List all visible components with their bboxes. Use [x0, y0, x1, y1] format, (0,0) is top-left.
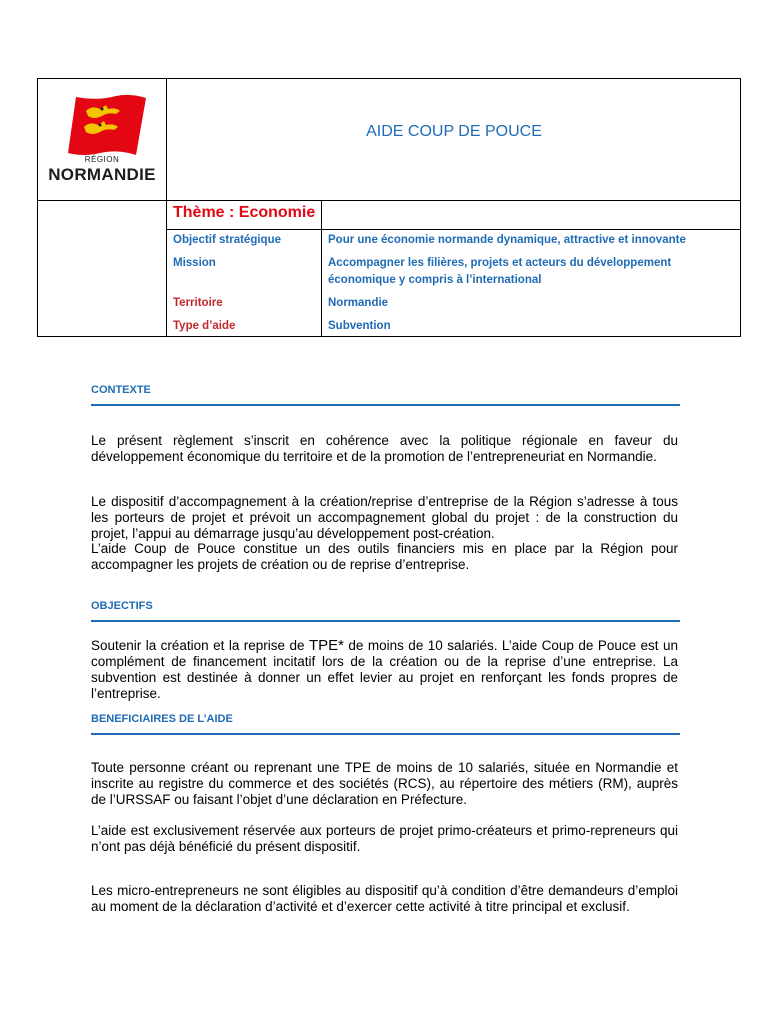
- label-mission: Mission: [173, 257, 216, 269]
- value-objectif: Pour une économie normande dynamique, attractive et innovante: [328, 234, 686, 246]
- paragraph-start: Soutenir la création et la reprise de: [91, 638, 305, 653]
- paragraph: L’aide Coup de Pouce constitue un des outils financiers mis en place par la Région pour accompagner les projets de création ou de reprise d’entreprise.: [91, 541, 678, 572]
- paragraph: Les micro-entrepreneurs ne sont éligibles au dispositif qu’à condition d’être demandeurs d’emploi au moment de la déclaration d’activité et d’exercer cette activité à titre principal et exclusif.: [91, 883, 678, 914]
- label-type-aide: Type d’aide: [173, 320, 236, 332]
- table-divider: [166, 79, 167, 336]
- paragraph: L’aide est exclusivement réservée aux porteurs de projet primo-créateurs et primo-repreneurs qui n’ont pas déjà bénéficié du présent dispositif.: [91, 823, 678, 854]
- flag-lions-icon: [58, 93, 148, 157]
- paragraph-rest: de moins de 10 salariés. L’aide Coup de Pouce est un complément de financement incitatif lors de la création ou de la reprise d’une entreprise. La subvention est destinée à donner un effet levier au projet en renforçant les fonds propres de l’entreprise.: [91, 638, 678, 701]
- page-title: AIDE COUP DE POUCE: [366, 123, 542, 140]
- table-divider: [321, 200, 322, 337]
- label-territoire: Territoire: [173, 297, 223, 309]
- section-heading-objectifs: OBJECTIFS: [91, 600, 680, 622]
- header-table: [37, 78, 741, 337]
- paragraph: Le présent règlement s’inscrit en cohérence avec la politique régionale en faveur du développement économique du territoire et de la promotion de l’entrepreneuriat en Normandie.: [91, 433, 678, 464]
- section-heading-beneficiaires: BENEFICIAIRES DE L’AIDE: [91, 713, 680, 735]
- paragraph: [91, 638, 678, 702]
- value-mission: Accompagner les filières, projets et acteurs du développement économique y compris à l’international: [328, 257, 672, 286]
- table-divider: [166, 229, 741, 230]
- section-heading-contexte: CONTEXTE: [91, 384, 680, 406]
- value-type-aide: Subvention: [328, 320, 391, 332]
- value-territoire: Normandie: [328, 297, 389, 309]
- paragraph: Toute personne créant ou reprenant une TPE de moins de 10 salariés, située en Normandie et inscrite au registre du commerce et des sociétés (RCS), au répertoire des métiers (RM), auprès de l’URSSAF ou faisant l’objet d’une déclaration en Préfecture.: [91, 760, 678, 807]
- logo-name: NORMANDIE: [48, 165, 156, 184]
- logo-region-label: RÉGION: [84, 155, 120, 164]
- label-objectif: Objectif stratégique: [173, 234, 281, 246]
- tpe-term: TPE*: [308, 637, 344, 654]
- theme-title: Thème : Economie: [173, 204, 316, 221]
- paragraph: Le dispositif d’accompagnement à la création/reprise d’entreprise de la Région s’adresse à tous les porteurs de projet et prévoit un accompagnement global du projet : de la construction du projet, l’appui au démarrage jusqu’au développement post-création.: [91, 494, 678, 541]
- region-normandie-logo: [46, 93, 160, 193]
- table-divider: [38, 200, 740, 201]
